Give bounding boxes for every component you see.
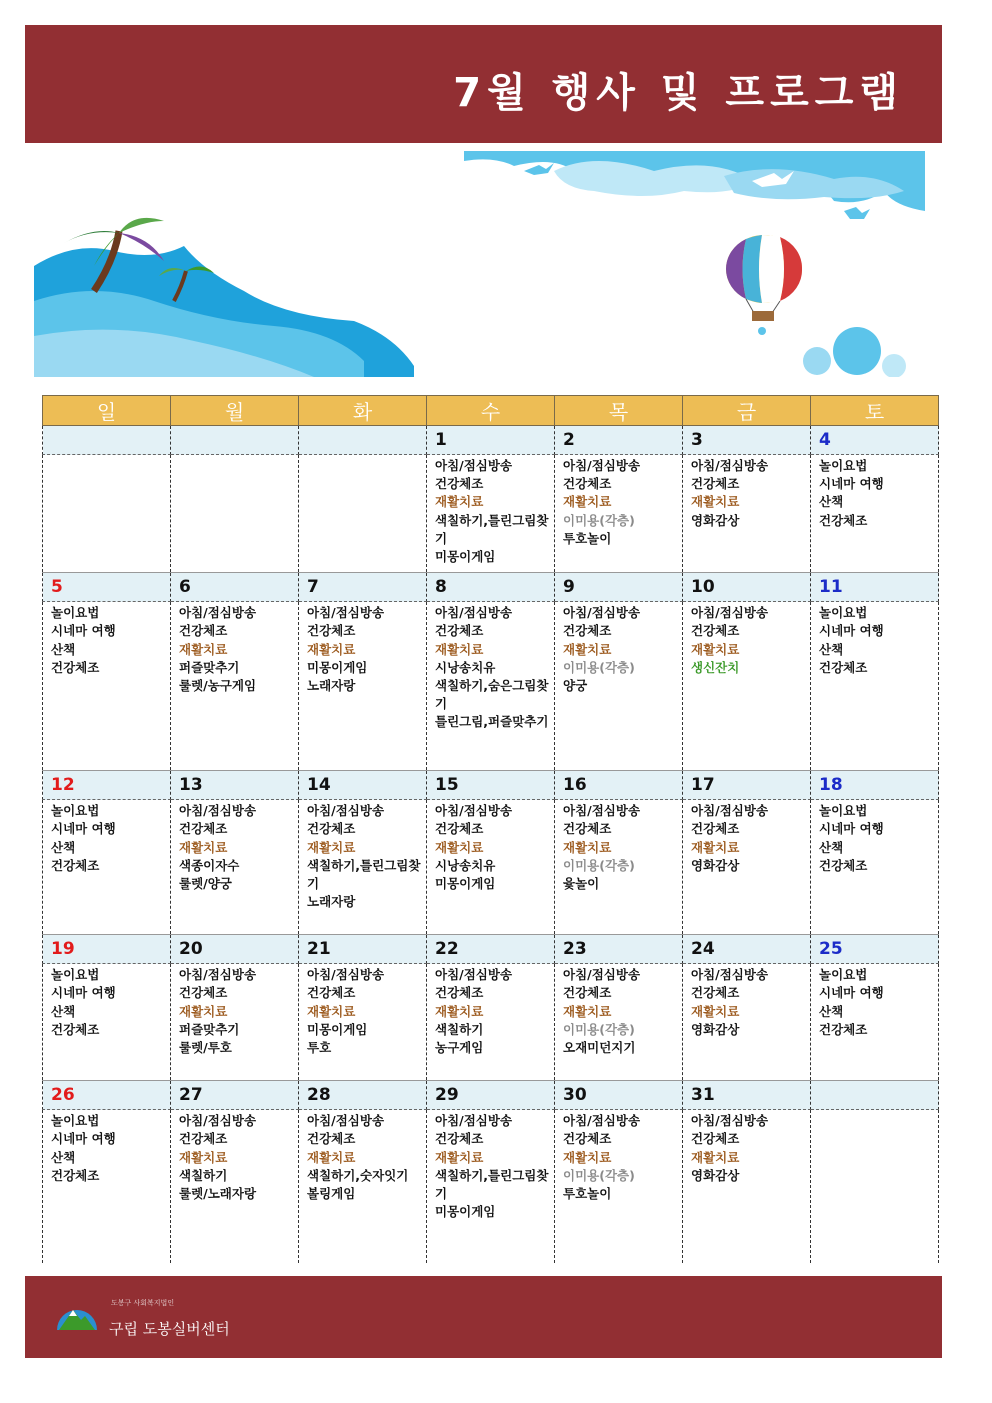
program-item: 놀이요법: [819, 605, 868, 621]
day-number: 29: [427, 1081, 555, 1110]
program-item: 아침/점심방송: [435, 1113, 513, 1129]
day-cell: [811, 602, 939, 771]
operator-text: 도봉구 사회복지법인: [111, 1299, 175, 1307]
day-number: 26: [43, 1081, 171, 1110]
program-item: 건강체조: [563, 1131, 612, 1147]
program-item: 아침/점심방송: [563, 605, 641, 621]
program-item: 건강체조: [307, 623, 356, 639]
day-cell: [811, 800, 939, 935]
program-item: 건강체조: [691, 476, 740, 492]
program-item: 산책: [51, 1149, 76, 1165]
day-number: 7: [299, 573, 427, 602]
program-item: 미몽이게임: [307, 1021, 368, 1037]
program-item: 산책: [819, 641, 844, 657]
weekday-header: 화: [299, 396, 427, 426]
center-name: 구립 도봉실버센터: [109, 1320, 230, 1338]
program-item: 건강체조: [691, 623, 740, 639]
date-row: [43, 1081, 939, 1110]
day-number: 15: [427, 771, 555, 800]
program-item: 재활치료: [563, 1003, 612, 1019]
day-number: [299, 426, 427, 455]
day-cell: [427, 964, 555, 1081]
day-number: 4: [811, 426, 939, 455]
program-item: 아침/점심방송: [435, 803, 513, 819]
date-row: [43, 573, 939, 602]
program-item: 재활치료: [435, 641, 484, 657]
day-cell: [427, 1110, 555, 1264]
day-number: 25: [811, 935, 939, 964]
program-item: 아침/점심방송: [179, 605, 257, 621]
day-number: 13: [171, 771, 299, 800]
program-item: 건강체조: [179, 1131, 228, 1147]
calendar-body: [43, 426, 939, 1264]
program-item: 건강체조: [691, 821, 740, 837]
day-number: 31: [683, 1081, 811, 1110]
program-item: 시네마 여행: [51, 985, 116, 1001]
program-item: 아침/점심방송: [179, 1113, 257, 1129]
day-number: 8: [427, 573, 555, 602]
date-row: [43, 426, 939, 455]
program-item: 재활치료: [691, 1003, 740, 1019]
program-item: 건강체조: [435, 476, 484, 492]
program-item: 놀이요법: [819, 967, 868, 983]
day-cell: [171, 602, 299, 771]
program-item: 이미용(각층): [563, 1167, 635, 1183]
program-item: 건강체조: [563, 985, 612, 1001]
program-item: 재활치료: [307, 1003, 356, 1019]
program-item: 놀이요법: [51, 967, 100, 983]
program-item: 건강체조: [819, 857, 868, 873]
day-cell: [171, 1110, 299, 1264]
program-item: 이미용(각층): [563, 857, 635, 873]
program-item: 미몽이게임: [435, 876, 496, 892]
program-item: 농구게임: [435, 1040, 484, 1056]
program-item: 양궁: [563, 678, 588, 694]
program-item: 재활치료: [435, 839, 484, 855]
program-item: 볼링게임: [307, 1186, 356, 1202]
program-item: 건강체조: [307, 1131, 356, 1147]
day-cell: [683, 455, 811, 573]
program-item: 투호: [307, 1040, 332, 1056]
program-item: 시네마 여행: [819, 985, 884, 1001]
day-cell: [811, 455, 939, 573]
program-item: 재활치료: [691, 641, 740, 657]
date-row: [43, 935, 939, 964]
day-cell: [427, 455, 555, 573]
day-number: 3: [683, 426, 811, 455]
program-item: 색칠하기: [435, 1021, 484, 1037]
program-item: 산책: [51, 641, 76, 657]
day-cell: [299, 800, 427, 935]
program-item: 시네마 여행: [819, 623, 884, 639]
day-cell: [299, 455, 427, 573]
events-row: [43, 1110, 939, 1264]
program-item: 건강체조: [435, 1131, 484, 1147]
program-item: 재활치료: [307, 641, 356, 657]
program-item: 건강체조: [819, 512, 868, 528]
day-cell: [555, 964, 683, 1081]
day-number: 27: [171, 1081, 299, 1110]
day-number: [43, 426, 171, 455]
day-number: 9: [555, 573, 683, 602]
program-item: 재활치료: [307, 1149, 356, 1165]
program-item: 아침/점심방송: [435, 458, 513, 473]
day-cell: [43, 455, 171, 573]
program-item: 재활치료: [435, 1149, 484, 1165]
program-item: 건강체조: [51, 857, 100, 873]
weekday-header: 일: [43, 396, 171, 426]
program-item: 재활치료: [179, 1149, 228, 1165]
program-item: 건강체조: [51, 1021, 100, 1037]
program-item: 건강체조: [179, 821, 228, 837]
program-item: 시낭송치유: [435, 857, 496, 873]
day-number: 30: [555, 1081, 683, 1110]
program-item: 재활치료: [691, 1149, 740, 1165]
program-item: 놀이요법: [819, 803, 868, 819]
day-number: 17: [683, 771, 811, 800]
day-cell: [683, 964, 811, 1081]
day-cell: [683, 602, 811, 771]
program-item: 아침/점심방송: [307, 1113, 385, 1129]
program-item: 산책: [51, 839, 76, 855]
program-item: 아침/점심방송: [435, 605, 513, 621]
program-item: 건강체조: [435, 623, 484, 639]
program-item: 건강체조: [435, 821, 484, 837]
program-item: 재활치료: [563, 839, 612, 855]
program-item: 재활치료: [307, 839, 356, 855]
weekday-header: 수: [427, 396, 555, 426]
program-item: 영화감상: [691, 512, 740, 528]
program-item: 시네마 여행: [51, 1131, 116, 1147]
events-row: [43, 602, 939, 771]
program-item: 아침/점심방송: [179, 967, 257, 983]
program-item: 건강체조: [563, 476, 612, 492]
day-number: 18: [811, 771, 939, 800]
program-item: 건강체조: [691, 1131, 740, 1147]
program-item: 시낭송치유: [435, 659, 496, 675]
program-item: 건강체조: [819, 1021, 868, 1037]
program-item: 아침/점심방송: [691, 967, 769, 983]
day-number: 20: [171, 935, 299, 964]
program-item: 아침/점심방송: [691, 1113, 769, 1129]
program-item: 룰렛/노래자랑: [179, 1186, 257, 1202]
day-number: 11: [811, 573, 939, 602]
program-item: 건강체조: [691, 985, 740, 1001]
program-item: 아침/점심방송: [307, 605, 385, 621]
weekday-header: 금: [683, 396, 811, 426]
day-cell: [43, 1110, 171, 1264]
program-item: 재활치료: [563, 1149, 612, 1165]
day-number: 23: [555, 935, 683, 964]
day-cell: [299, 964, 427, 1081]
program-item: 재활치료: [179, 1003, 228, 1019]
program-item: 투호놀이: [563, 530, 612, 546]
program-item: 아침/점심방송: [563, 967, 641, 983]
day-cell: [299, 602, 427, 771]
program-item: 색칠하기,숨은그림찾기: [435, 678, 549, 712]
program-item: 놀이요법: [819, 458, 868, 473]
day-number: 10: [683, 573, 811, 602]
program-item: 재활치료: [179, 641, 228, 657]
program-item: 색칠하기,틀린그림찾기: [435, 1167, 549, 1202]
program-item: 건강체조: [307, 821, 356, 837]
day-number: 2: [555, 426, 683, 455]
summer-illustration: [34, 151, 925, 377]
program-item: 건강체조: [819, 659, 868, 675]
day-cell: [171, 964, 299, 1081]
program-item: 영화감상: [691, 857, 740, 873]
day-number: 14: [299, 771, 427, 800]
program-item: 아침/점심방송: [563, 1113, 641, 1129]
program-item: 미몽이게임: [307, 659, 368, 675]
program-item: 노래자랑: [307, 894, 356, 910]
program-item: 건강체조: [563, 623, 612, 639]
day-cell: [555, 455, 683, 573]
program-item: 시네마 여행: [819, 821, 884, 837]
day-number: 6: [171, 573, 299, 602]
weekday-header: 목: [555, 396, 683, 426]
day-cell: [43, 800, 171, 935]
page-title: 7월 행사 및 프로그램: [453, 70, 904, 116]
day-cell: [171, 455, 299, 573]
center-logo-icon: [55, 1298, 99, 1332]
program-item: 재활치료: [691, 494, 740, 510]
program-item: 영화감상: [691, 1167, 740, 1183]
program-item: 룰렛/양궁: [179, 876, 232, 892]
day-cell: [555, 602, 683, 771]
program-item: 미몽이게임: [435, 549, 496, 565]
program-item: 산책: [819, 494, 844, 510]
date-row: [43, 771, 939, 800]
program-item: 건강체조: [307, 985, 356, 1001]
day-number: [811, 1081, 939, 1110]
calendar-table: [42, 395, 939, 1263]
program-item: 아침/점심방송: [307, 967, 385, 983]
day-cell: [683, 1110, 811, 1264]
events-row: [43, 455, 939, 573]
events-row: [43, 800, 939, 935]
program-item: 건강체조: [435, 985, 484, 1001]
program-item: 아침/점심방송: [691, 605, 769, 621]
program-item: 산책: [51, 1003, 76, 1019]
day-cell: [811, 964, 939, 1081]
day-number: [171, 426, 299, 455]
program-item: 재활치료: [563, 641, 612, 657]
day-cell: [43, 964, 171, 1081]
day-cell: [555, 800, 683, 935]
program-item: 재활치료: [563, 494, 612, 510]
program-item: 투호놀이: [563, 1186, 612, 1202]
day-cell: [683, 800, 811, 935]
program-item: 건강체조: [563, 821, 612, 837]
program-item: 퍼즐맞추기: [179, 1021, 240, 1037]
program-item: 아침/점심방송: [563, 458, 641, 473]
day-number: 1: [427, 426, 555, 455]
day-number: 28: [299, 1081, 427, 1110]
program-item: 산책: [819, 1003, 844, 1019]
program-item: 아침/점심방송: [435, 967, 513, 983]
program-item: 오재미던지기: [563, 1040, 636, 1056]
day-cell: [555, 1110, 683, 1264]
program-item: 아침/점심방송: [307, 803, 385, 819]
program-item: 시네마 여행: [819, 476, 884, 492]
program-item: 재활치료: [691, 839, 740, 855]
program-item: 건강체조: [179, 623, 228, 639]
program-item: 퍼즐맞추기: [179, 659, 240, 675]
program-item: 시네마 여행: [51, 623, 116, 639]
day-number: 24: [683, 935, 811, 964]
footer-banner: [25, 1276, 942, 1358]
day-cell: [299, 1110, 427, 1264]
program-item: 색칠하기,틀린그림찾기: [435, 512, 549, 546]
program-item: 룰렛/투호: [179, 1040, 232, 1056]
program-item: 이미용(각층): [563, 512, 635, 528]
weekday-header: 토: [811, 396, 939, 426]
program-item: 영화감상: [691, 1021, 740, 1037]
program-item: 색칠하기,숫자잇기: [307, 1167, 409, 1183]
program-item: 재활치료: [179, 839, 228, 855]
program-item: 색칠하기: [179, 1167, 228, 1183]
program-item: 이미용(각층): [563, 1021, 635, 1037]
program-item: 놀이요법: [51, 803, 100, 819]
day-cell: [43, 602, 171, 771]
program-item: 건강체조: [51, 1167, 100, 1183]
program-item: 노래자랑: [307, 678, 356, 694]
program-item: 생신잔치: [691, 659, 740, 675]
program-item: 윷놀이: [563, 876, 600, 892]
program-item: 산책: [819, 839, 844, 855]
program-item: 룰렛/농구게임: [179, 678, 257, 694]
program-item: 아침/점심방송: [179, 803, 257, 819]
program-item: 색종이자수: [179, 857, 240, 873]
weekday-header-row: [43, 396, 939, 426]
day-number: 12: [43, 771, 171, 800]
program-item: 시네마 여행: [51, 821, 116, 837]
program-item: 아침/점심방송: [563, 803, 641, 819]
day-number: 5: [43, 573, 171, 602]
day-number: 22: [427, 935, 555, 964]
program-item: 색칠하기,틀린그림찾기: [307, 857, 421, 892]
program-item: 아침/점심방송: [691, 458, 769, 473]
header-banner: [25, 25, 942, 143]
program-item: 미몽이게임: [435, 1204, 496, 1220]
program-item: 놀이요법: [51, 605, 100, 621]
program-item: 아침/점심방송: [691, 803, 769, 819]
program-item: 건강체조: [51, 659, 100, 675]
events-row: [43, 964, 939, 1081]
day-cell: [811, 1110, 939, 1264]
day-cell: [427, 602, 555, 771]
program-item: 틀린그림,퍼즐맞추기: [435, 714, 549, 730]
day-number: 21: [299, 935, 427, 964]
day-cell: [171, 800, 299, 935]
program-item: 이미용(각층): [563, 659, 635, 675]
weekday-header: 월: [171, 396, 299, 426]
program-item: 건강체조: [179, 985, 228, 1001]
program-item: 놀이요법: [51, 1113, 100, 1129]
day-number: 19: [43, 935, 171, 964]
day-number: 16: [555, 771, 683, 800]
program-item: 재활치료: [435, 494, 484, 510]
program-item: 재활치료: [435, 1003, 484, 1019]
day-cell: [427, 800, 555, 935]
